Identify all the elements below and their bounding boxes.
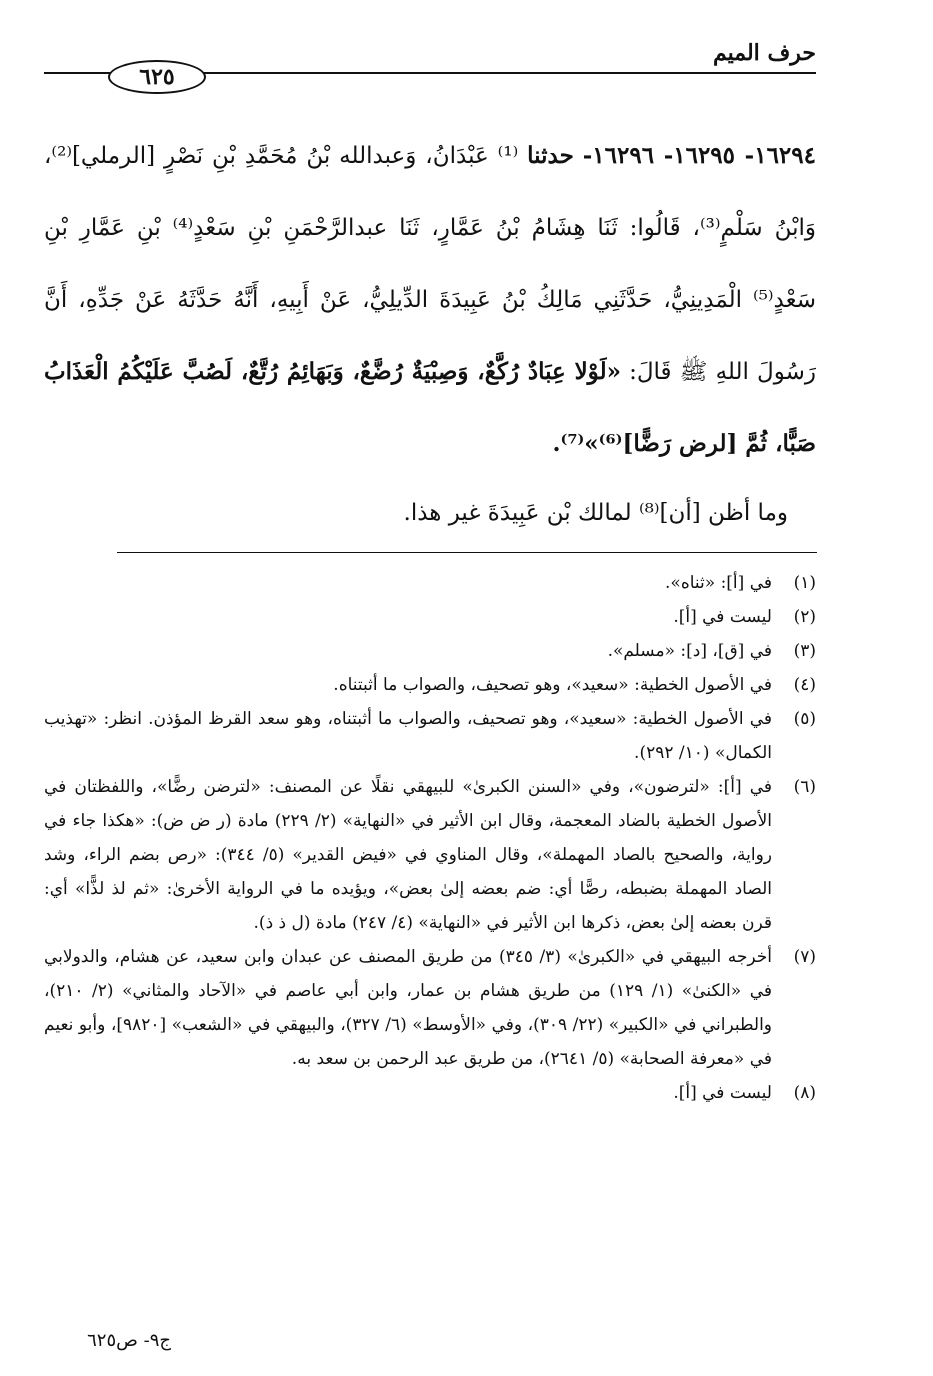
footnote-number: (٥) xyxy=(793,709,816,729)
isnad-text: ⁽¹⁾ عَبْدَانُ، وَعبدالله بْنُ مُحَمَّدِ بْنِ نَصْرٍ [الرملي]⁽²⁾، وَابْنُ سَلْمٍ⁽³⁾، قَالُوا: ثَنَا هِشَامُ بْنُ عَمَّارٍ، ثَنَا عبدالرَّحْمَنِ بْنِ سَعْدٍ⁽⁴⁾ بْنِ عَمَّارِ بْنِ سَعْدٍ⁽⁵⁾ الْمَدِينِيُّ، حَدَّثَنِي مَالِكُ بْنُ عَبِيدَةَ الدِّيلِيُّ، عَنْ أَبِيهِ، أَنَّهُ حَدَّثَهُ عَنْ جَدِّهِ، أَنَّ رَسُولَ اللهِ ﷺ قَالَ: xyxy=(44,143,817,385)
footnote-text: في الأصول الخطية: «سعيد»، وهو تصحيف، والصواب ما أثبتناه، وهو سعد القرظ المؤذن. انظر: «تهذيب الكمال» (١٠/ ٢٩٢). xyxy=(44,709,772,763)
footnote-text: ليست في [أ]. xyxy=(673,607,772,627)
footnote-text: ليست في [أ]. xyxy=(673,1083,772,1103)
page-number-oval: ٦٢٥ xyxy=(108,60,206,94)
footnote-number: (١) xyxy=(793,573,816,593)
footnote-text: في [أ]: «ثناه». xyxy=(665,573,772,593)
footnote-text: في [أ]: «لترضون»، وفي «السنن الكبرىٰ» للبيهقي نقلًا عن المصنف: «لترضن رضًّا»، واللفظتان في الأصول الخطية بالضاد المعجمة، وقال ابن الأثير في «النهاية» (٢/ ٢٢٩) مادة (ر ض ض): «هكذا جاء في رواية، والصحيح بالصاد المهملة»، وقال المناوي في «فيض القدير» (٥/ ٣٤٤): «رص بضم الراء، وشد الصاد المهملة بضبطه، رصًّا أي: ضم بعضه إلىٰ بعض»، ويؤيده ما في الرواية الأخرىٰ: «ثم لذ لذًّا» أي: قرن بعضه إلىٰ بعض، ذكرها ابن الأثير في «النهاية» (٤/ ٢٤٧) مادة (ل ذ ذ). xyxy=(44,777,772,933)
footnote-item xyxy=(44,566,816,600)
footnote-item xyxy=(44,600,816,634)
hadith-text xyxy=(44,120,816,542)
footnote-number: (٢) xyxy=(793,607,816,627)
footnote-item xyxy=(44,702,816,770)
matn-text: «لَوْلا عِبَادٌ رُكَّعٌ، وَصِبْيَةٌ رُضَّعٌ، وَبَهَائِمُ رُتَّعٌ، لَصُبَّ عَلَيْكُمُ الْعَذَابُ صَبًّا، ثُمَّ [لرض رَضًّا]⁽⁶⁾»⁽⁷⁾. xyxy=(44,358,816,457)
footnote-number: (٦) xyxy=(793,777,816,797)
haddathana-word: حدثنا xyxy=(527,142,574,169)
footnote-number: (٤) xyxy=(793,675,816,695)
footnote-number: (٣) xyxy=(793,641,816,661)
footnote-text: أخرجه البيهقي في «الكبرىٰ» (٣/ ٣٤٥) من طريق المصنف عن عبدان وابن سعيد، عن هشام، والدولابي في «الكنىٰ» (١/ ١٢٩) من طريق هشام بن عمار، وابن أبي عاصم في «الآحاد والمثاني» (٢/ ٢١٠)، والطبراني في «الكبير» (٢٢/ ٣٠٩)، وفي «الأوسط» (٦/ ٣٢٧)، والبيهقي في «الشعب» [٩٨٢٠]، وأبو نعيم في «معرفة الصحابة» (٥/ ٢٦٤١)، من طريق عبد الرحمن بن سعد به. xyxy=(44,947,773,1069)
footnote-text: في الأصول الخطية: «سعيد»، وهو تصحيف، والصواب ما أثبتناه. xyxy=(333,675,772,695)
page-header xyxy=(44,34,816,94)
footnote-item xyxy=(44,1076,816,1110)
footnote-item xyxy=(44,634,816,668)
footnote-item xyxy=(44,770,816,940)
author-remark: وما أظن [أن]⁽⁸⁾ لمالك بْن عَبِيدَةَ غير هذا. xyxy=(403,500,788,526)
footnote-item xyxy=(44,940,816,1076)
hadith-numbers: ١٦٢٩٤- ١٦٢٩٥- ١٦٢٩٦- xyxy=(582,142,816,169)
footnote-number: (٧) xyxy=(793,947,816,967)
footnote-number: (٨) xyxy=(793,1083,816,1103)
hadith-paragraph xyxy=(44,120,816,480)
chapter-title: حرف الميم xyxy=(712,40,816,66)
footnote-item xyxy=(44,668,816,702)
footnote-separator xyxy=(117,552,817,553)
footnote-text: في [ق]، [د]: «مسلم». xyxy=(607,641,772,661)
folio-reference: ج٩- ص٦٢٥ xyxy=(87,1330,171,1351)
footnotes xyxy=(44,566,816,1110)
